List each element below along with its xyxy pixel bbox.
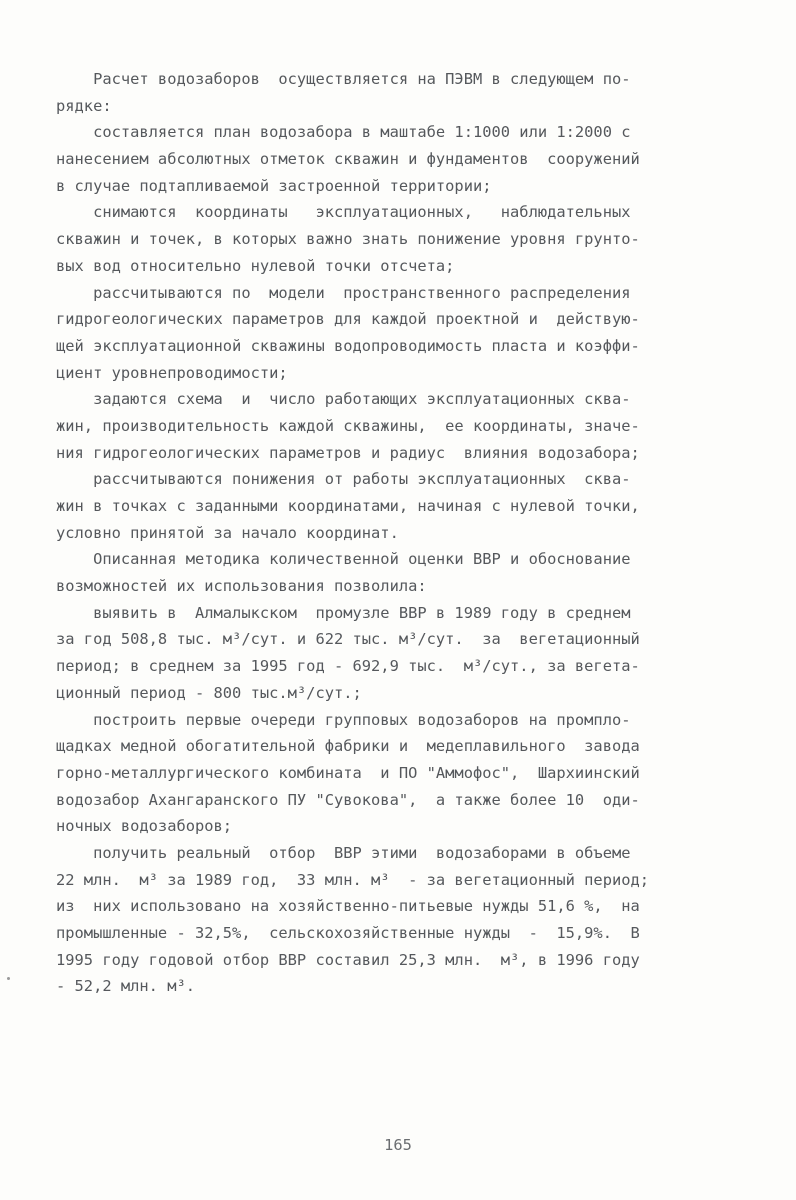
text-line: нанесением абсолютных отметок скважин и фундаментов сооружений — [56, 150, 640, 169]
text-line: за год 508,8 тыс. м³/сут. и 622 тыс. м³/сут. за вегетационный — [56, 630, 640, 649]
text-line: снимаются координаты эксплуатационных, наблюдательных — [56, 203, 631, 222]
text-line: 22 млн. м³ за 1989 год, 33 млн. м³ - за вегетационный период; — [56, 870, 650, 889]
text-line: жин, производительность каждой скважины, ее координаты, значе- — [56, 416, 640, 435]
text-line: 1995 году годовой отбор ВВР составил 25,3 млн. м³, в 1996 году — [56, 950, 640, 969]
text-line: щей эксплуатационной скважины водопроводимость пласта и коэффи- — [56, 336, 640, 355]
text-line: построить первые очереди групповых водозаборов на промпло- — [56, 710, 631, 729]
text-line: вых вод относительно нулевой точки отсчета; — [56, 256, 455, 275]
text-line: рассчитываются по модели пространственного распределения — [56, 283, 631, 302]
text-line: ночных водозаборов; — [56, 817, 233, 836]
text-line: из них использовано на хозяйственно-питьевые нужды 51,6 %, на — [56, 897, 640, 916]
text-line: Описанная методика количественной оценки ВВР и обоснование — [56, 550, 631, 569]
text-line: период; в среднем за 1995 год - 692,9 тыс. м³/сут., за вегета- — [56, 657, 640, 676]
text-line: горно-металлургического комбината и ПО "Аммофос", Шархиинский — [56, 763, 640, 782]
text-line: промышленные - 32,5%, сельскохозяйственные нужды - 15,9%. В — [56, 924, 640, 942]
text-line: возможностей их использования позволила: — [56, 577, 427, 596]
text-line: щадках медной обогатительной фабрики и медеплавильного завода — [56, 737, 640, 756]
text-line: Расчет водозаборов осуществляется на ПЭВМ в следующем по- — [56, 70, 631, 88]
text-line: составляется план водозабора в маштабе 1:1000 или 1:2000 с — [56, 123, 631, 142]
text-line: рядке: — [56, 96, 112, 115]
text-line: ционный период - 800 тыс.м³/сут.; — [56, 683, 362, 702]
text-line: задаются схема и число работающих эксплуатационных сква- — [56, 390, 631, 409]
text-line: жин в точках с заданными координатами, начиная с нулевой точки, — [56, 497, 640, 515]
body-text — [56, 66, 752, 1000]
text-line: гидрогеологических параметров для каждой проектной и действую- — [56, 310, 640, 329]
text-line: выявить в Алмалыкском промузле ВВР в 1989 году в среднем — [56, 603, 631, 622]
text-line: ния гидрогеологических параметров и радиус влияния водозабора; — [56, 443, 640, 462]
text-line: водозабор Ахангаранского ПУ "Сувокова", а также более 10 оди- — [56, 790, 640, 809]
text-line: циент уровнепроводимости; — [56, 363, 288, 382]
text-line: - 52,2 млн. м³. — [56, 977, 195, 996]
text-line: рассчитываются понижения от работы эксплуатационных сква- — [56, 470, 631, 489]
text-line: скважин и точек, в которых важно знать понижение уровня грунто- — [56, 230, 640, 249]
text-line: условно принятой за начало координат. — [56, 523, 399, 542]
scan-speck — [7, 977, 10, 980]
text-line: получить реальный отбор ВВР этими водозаборами в объеме — [56, 843, 631, 862]
text-line: в случае подтапливаемой застроенной территории; — [56, 176, 492, 195]
page-number: 165 — [384, 1136, 412, 1154]
